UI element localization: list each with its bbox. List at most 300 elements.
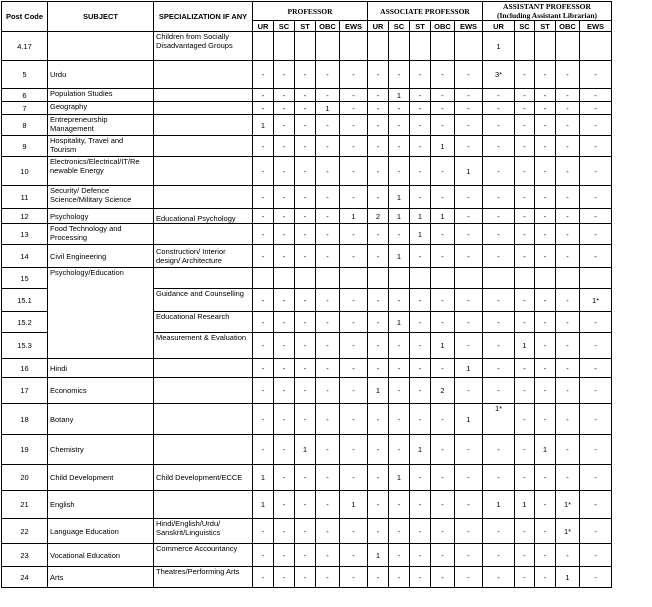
value-cell: -: [515, 89, 535, 102]
value-cell: -: [295, 378, 316, 404]
subject-cell: Vocational Education: [48, 544, 154, 567]
value-cell: -: [340, 61, 368, 89]
value-cell: [410, 268, 431, 289]
value-cell: -: [455, 435, 483, 465]
value-cell: -: [253, 89, 274, 102]
value-cell: [274, 268, 295, 289]
value-cell: -: [580, 333, 612, 359]
value-cell: -: [580, 89, 612, 102]
value-cell: -: [274, 333, 295, 359]
value-cell: -: [389, 404, 410, 435]
post-code-cell: 15.3: [2, 333, 48, 359]
value-cell: -: [295, 89, 316, 102]
value-cell: -: [515, 289, 535, 312]
value-cell: -: [295, 186, 316, 209]
value-cell: -: [295, 289, 316, 312]
value-cell: -: [455, 61, 483, 89]
value-cell: -: [455, 224, 483, 245]
value-cell: -: [455, 289, 483, 312]
value-cell: [274, 32, 295, 61]
value-cell: -: [368, 519, 389, 544]
value-cell: -: [556, 209, 580, 224]
category-header-ews: EWS: [455, 21, 483, 32]
value-cell: -: [410, 115, 431, 136]
value-cell: -: [431, 186, 455, 209]
value-cell: -: [515, 404, 535, 435]
vacancy-table: [1, 1, 612, 588]
value-cell: -: [316, 491, 340, 519]
value-cell: -: [515, 136, 535, 157]
value-cell: -: [515, 435, 535, 465]
value-cell: -: [274, 312, 295, 333]
value-cell: -: [431, 61, 455, 89]
value-cell: -: [410, 359, 431, 378]
value-cell: -: [455, 209, 483, 224]
value-cell: -: [535, 404, 556, 435]
value-cell: -: [556, 544, 580, 567]
value-cell: -: [295, 224, 316, 245]
value-cell: -: [535, 209, 556, 224]
value-cell: -: [410, 157, 431, 186]
category-header-obc: OBC: [431, 21, 455, 32]
value-cell: -: [274, 115, 295, 136]
value-cell: -: [535, 157, 556, 186]
value-cell: -: [295, 519, 316, 544]
value-cell: -: [316, 209, 340, 224]
value-cell: -: [515, 61, 535, 89]
value-cell: -: [316, 567, 340, 588]
subject-cell: Geography: [48, 102, 154, 115]
value-cell: -: [483, 544, 515, 567]
value-cell: -: [368, 404, 389, 435]
value-cell: -: [483, 102, 515, 115]
value-cell: [515, 268, 535, 289]
value-cell: -: [483, 136, 515, 157]
value-cell: -: [295, 209, 316, 224]
value-cell: -: [455, 465, 483, 491]
value-cell: -: [368, 435, 389, 465]
value-cell: -: [316, 544, 340, 567]
value-cell: 1: [340, 209, 368, 224]
post-code-cell: 18: [2, 404, 48, 435]
value-cell: -: [253, 359, 274, 378]
value-cell: -: [556, 136, 580, 157]
value-cell: 1: [515, 491, 535, 519]
value-cell: [295, 268, 316, 289]
value-cell: -: [515, 245, 535, 268]
value-cell: -: [455, 544, 483, 567]
value-cell: -: [580, 61, 612, 89]
table-row: [2, 157, 612, 186]
category-header-ur: UR: [483, 21, 515, 32]
subject-cell: Security/ Defence Science/Military Science: [48, 186, 154, 209]
table-row: [2, 102, 612, 115]
value-cell: -: [535, 359, 556, 378]
value-cell: -: [431, 157, 455, 186]
post-code-cell: 22: [2, 519, 48, 544]
table-row: [2, 359, 612, 378]
value-cell: -: [580, 567, 612, 588]
value-cell: -: [389, 136, 410, 157]
post-code-header: Post Code: [2, 2, 48, 32]
table-row: [2, 519, 612, 544]
value-cell: -: [535, 115, 556, 136]
value-cell: 1: [556, 567, 580, 588]
specialization-header: SPECIALIZATION IF ANY: [154, 2, 253, 32]
subject-cell: English: [48, 491, 154, 519]
value-cell: -: [515, 519, 535, 544]
value-cell: 1*: [556, 491, 580, 519]
specialization-cell: [154, 435, 253, 465]
value-cell: -: [368, 186, 389, 209]
value-cell: -: [580, 186, 612, 209]
specialization-cell: Educational Research: [154, 312, 253, 333]
value-cell: -: [483, 465, 515, 491]
value-cell: -: [580, 312, 612, 333]
value-cell: -: [253, 245, 274, 268]
value-cell: -: [368, 567, 389, 588]
value-cell: 2: [431, 378, 455, 404]
specialization-cell: [154, 89, 253, 102]
value-cell: -: [368, 312, 389, 333]
value-cell: -: [340, 567, 368, 588]
value-cell: -: [340, 186, 368, 209]
value-cell: -: [316, 289, 340, 312]
specialization-cell: Hindi/English/Urdu/ Sanskrit/Linguistics: [154, 519, 253, 544]
value-cell: -: [580, 378, 612, 404]
value-cell: -: [316, 115, 340, 136]
value-cell: -: [483, 115, 515, 136]
value-cell: -: [274, 404, 295, 435]
value-cell: -: [556, 115, 580, 136]
post-code-cell: 15.2: [2, 312, 48, 333]
value-cell: -: [295, 61, 316, 89]
value-cell: -: [340, 404, 368, 435]
value-cell: [316, 32, 340, 61]
table-row: [2, 245, 612, 268]
value-cell: -: [389, 544, 410, 567]
specialization-cell: Construction/ Interior design/ Architecture: [154, 245, 253, 268]
value-cell: -: [295, 404, 316, 435]
value-cell: -: [556, 186, 580, 209]
value-cell: -: [535, 312, 556, 333]
value-cell: -: [410, 333, 431, 359]
value-cell: -: [535, 224, 556, 245]
value-cell: [580, 32, 612, 61]
post-code-cell: 21: [2, 491, 48, 519]
value-cell: -: [410, 289, 431, 312]
value-cell: -: [340, 245, 368, 268]
value-cell: -: [455, 333, 483, 359]
category-header-st: ST: [410, 21, 431, 32]
value-cell: -: [535, 333, 556, 359]
value-cell: -: [274, 209, 295, 224]
value-cell: -: [580, 465, 612, 491]
value-cell: [483, 268, 515, 289]
subject-cell: [48, 32, 154, 61]
value-cell: -: [340, 157, 368, 186]
post-code-cell: 8: [2, 115, 48, 136]
subject-cell: Language Education: [48, 519, 154, 544]
value-cell: -: [253, 435, 274, 465]
table-row: [2, 465, 612, 491]
specialization-cell: [154, 61, 253, 89]
value-cell: -: [431, 567, 455, 588]
category-header-sc: SC: [274, 21, 295, 32]
value-cell: -: [274, 544, 295, 567]
value-cell: 1: [295, 435, 316, 465]
value-cell: -: [316, 333, 340, 359]
value-cell: -: [535, 61, 556, 89]
post-code-cell: 10: [2, 157, 48, 186]
specialization-cell: [154, 136, 253, 157]
value-cell: -: [483, 519, 515, 544]
value-cell: -: [410, 102, 431, 115]
subject-cell: Chemistry: [48, 435, 154, 465]
table-row: [2, 115, 612, 136]
value-cell: -: [316, 465, 340, 491]
value-cell: -: [340, 289, 368, 312]
value-cell: -: [368, 289, 389, 312]
value-cell: -: [368, 333, 389, 359]
value-cell: -: [295, 136, 316, 157]
value-cell: -: [316, 312, 340, 333]
value-cell: -: [340, 435, 368, 465]
value-cell: -: [274, 378, 295, 404]
value-cell: -: [368, 157, 389, 186]
value-cell: -: [340, 136, 368, 157]
value-cell: -: [389, 333, 410, 359]
specialization-cell: [154, 157, 253, 186]
value-cell: [253, 32, 274, 61]
category-header-sc: SC: [389, 21, 410, 32]
value-cell: [431, 32, 455, 61]
value-cell: [535, 268, 556, 289]
value-cell: -: [316, 519, 340, 544]
value-cell: -: [253, 209, 274, 224]
value-cell: 3*: [483, 61, 515, 89]
subject-cell: Entrepreneurship Management: [48, 115, 154, 136]
value-cell: -: [274, 289, 295, 312]
specialization-cell: Measurement & Evaluation: [154, 333, 253, 359]
value-cell: -: [483, 245, 515, 268]
table-row: [2, 404, 612, 435]
value-cell: -: [274, 567, 295, 588]
value-cell: -: [253, 333, 274, 359]
category-header-obc: OBC: [556, 21, 580, 32]
value-cell: -: [515, 359, 535, 378]
value-cell: -: [253, 289, 274, 312]
value-cell: -: [431, 359, 455, 378]
value-cell: [389, 32, 410, 61]
value-cell: -: [410, 519, 431, 544]
category-header-ews: EWS: [340, 21, 368, 32]
category-header-st: ST: [535, 21, 556, 32]
table-row: [2, 567, 612, 588]
value-cell: -: [580, 115, 612, 136]
value-cell: -: [455, 245, 483, 268]
value-cell: -: [556, 378, 580, 404]
value-cell: -: [431, 289, 455, 312]
post-code-cell: 4.17: [2, 32, 48, 61]
value-cell: -: [455, 136, 483, 157]
value-cell: -: [410, 61, 431, 89]
post-code-cell: 14: [2, 245, 48, 268]
subject-cell: Child Development: [48, 465, 154, 491]
value-cell: -: [389, 157, 410, 186]
value-cell: -: [431, 404, 455, 435]
value-cell: -: [580, 102, 612, 115]
value-cell: 1: [389, 465, 410, 491]
value-cell: -: [295, 115, 316, 136]
post-code-cell: 15: [2, 268, 48, 289]
post-code-cell: 5: [2, 61, 48, 89]
value-cell: -: [295, 359, 316, 378]
specialization-cell: [154, 404, 253, 435]
value-cell: -: [556, 102, 580, 115]
specialization-cell: [154, 224, 253, 245]
value-cell: -: [535, 102, 556, 115]
value-cell: -: [431, 544, 455, 567]
value-cell: -: [410, 567, 431, 588]
value-cell: -: [253, 544, 274, 567]
value-cell: [556, 32, 580, 61]
value-cell: -: [389, 491, 410, 519]
value-cell: -: [515, 544, 535, 567]
value-cell: -: [535, 519, 556, 544]
post-code-cell: 12: [2, 209, 48, 224]
value-cell: -: [340, 465, 368, 491]
value-cell: -: [295, 312, 316, 333]
value-cell: -: [556, 312, 580, 333]
value-cell: -: [515, 312, 535, 333]
value-cell: 1: [431, 209, 455, 224]
value-cell: -: [316, 359, 340, 378]
value-cell: [368, 32, 389, 61]
post-code-cell: 13: [2, 224, 48, 245]
value-cell: 1: [368, 378, 389, 404]
post-code-cell: 23: [2, 544, 48, 567]
table-row: [2, 136, 612, 157]
value-cell: -: [455, 567, 483, 588]
value-cell: -: [295, 465, 316, 491]
post-code-cell: 24: [2, 567, 48, 588]
value-cell: -: [515, 186, 535, 209]
value-cell: -: [556, 61, 580, 89]
value-cell: -: [483, 157, 515, 186]
value-cell: -: [410, 378, 431, 404]
value-cell: -: [535, 186, 556, 209]
value-cell: -: [274, 491, 295, 519]
value-cell: 1: [515, 333, 535, 359]
value-cell: [455, 268, 483, 289]
value-cell: -: [431, 435, 455, 465]
value-cell: -: [274, 136, 295, 157]
value-cell: -: [253, 157, 274, 186]
value-cell: -: [295, 102, 316, 115]
value-cell: -: [253, 136, 274, 157]
value-cell: [455, 32, 483, 61]
value-cell: -: [368, 136, 389, 157]
value-cell: -: [274, 102, 295, 115]
value-cell: -: [556, 333, 580, 359]
value-cell: -: [410, 186, 431, 209]
value-cell: -: [389, 61, 410, 89]
value-cell: -: [340, 544, 368, 567]
subject-cell: Urdu: [48, 61, 154, 89]
specialization-cell: [154, 115, 253, 136]
post-code-cell: 16: [2, 359, 48, 378]
value-cell: -: [535, 289, 556, 312]
value-cell: -: [556, 359, 580, 378]
value-cell: -: [253, 378, 274, 404]
value-cell: -: [515, 115, 535, 136]
subject-cell: Electronics/Electrical/IT/Re newable Energy: [48, 157, 154, 186]
value-cell: -: [274, 157, 295, 186]
value-cell: 1: [389, 245, 410, 268]
value-cell: -: [535, 544, 556, 567]
value-cell: 2: [368, 209, 389, 224]
value-cell: -: [515, 102, 535, 115]
value-cell: -: [368, 465, 389, 491]
value-cell: -: [535, 378, 556, 404]
value-cell: 1: [455, 157, 483, 186]
value-cell: -: [556, 224, 580, 245]
value-cell: 1: [253, 465, 274, 491]
category-header-obc: OBC: [316, 21, 340, 32]
value-cell: -: [515, 224, 535, 245]
post-code-cell: 7: [2, 102, 48, 115]
value-cell: -: [340, 359, 368, 378]
specialization-cell: Children from Socially Disadvantaged Groups: [154, 32, 253, 61]
value-cell: -: [455, 89, 483, 102]
value-cell: -: [535, 89, 556, 102]
specialization-cell: Child Development/ECCE: [154, 465, 253, 491]
value-cell: [368, 268, 389, 289]
value-cell: -: [253, 224, 274, 245]
value-cell: -: [556, 289, 580, 312]
value-cell: -: [368, 89, 389, 102]
value-cell: -: [253, 186, 274, 209]
value-cell: -: [483, 224, 515, 245]
value-cell: -: [580, 519, 612, 544]
value-cell: -: [455, 378, 483, 404]
value-cell: 1: [431, 136, 455, 157]
value-cell: -: [389, 115, 410, 136]
specialization-cell: Guidance and Counselling: [154, 289, 253, 312]
subject-cell: Food Technology and Processing: [48, 224, 154, 245]
value-cell: -: [295, 333, 316, 359]
table-row: [2, 209, 612, 224]
value-cell: -: [274, 359, 295, 378]
value-cell: 1: [431, 333, 455, 359]
value-cell: -: [295, 567, 316, 588]
value-cell: -: [368, 491, 389, 519]
value-cell: 1*: [580, 289, 612, 312]
value-cell: -: [483, 89, 515, 102]
value-cell: -: [389, 435, 410, 465]
value-cell: -: [431, 102, 455, 115]
value-cell: [410, 32, 431, 61]
value-cell: -: [253, 519, 274, 544]
category-header-ur: UR: [368, 21, 389, 32]
table-row: [2, 491, 612, 519]
value-cell: -: [316, 136, 340, 157]
value-cell: 1: [340, 491, 368, 519]
value-cell: -: [295, 157, 316, 186]
value-cell: -: [340, 312, 368, 333]
value-cell: 1: [410, 435, 431, 465]
